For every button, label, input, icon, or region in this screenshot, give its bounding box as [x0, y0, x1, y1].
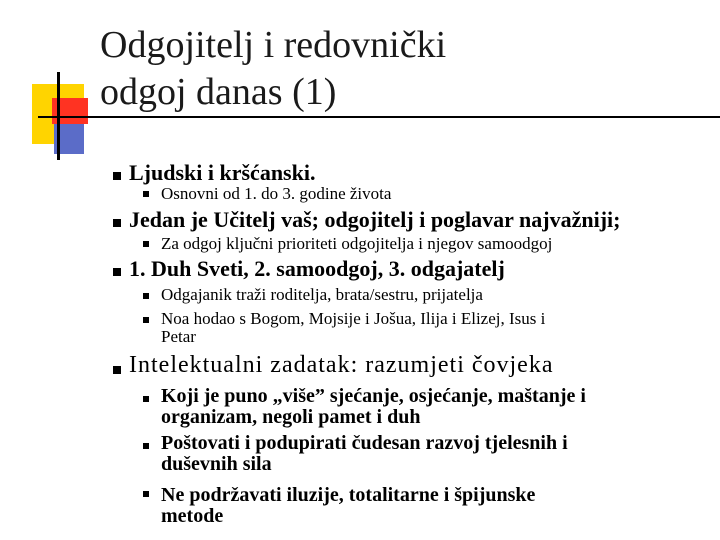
- bullet-4: Intelektualni zadatak: razumjeti čovjeka: [129, 352, 554, 378]
- bullet-4-2-line-2: duševnih sila: [161, 453, 272, 475]
- sub-bullet-square-icon: [143, 241, 149, 247]
- title-line-1: Odgojitelj i redovnički: [100, 24, 447, 66]
- sub-bullet-square-icon: [143, 491, 149, 497]
- bullet-2-1: Za odgoj ključni prioriteti odgojitelja i njegov samoodgoj: [161, 234, 553, 253]
- bullet-1: Ljudski i kršćanski.: [129, 160, 316, 185]
- bullet-square-icon: [113, 268, 121, 276]
- bullet-4-2-line-1: Poštovati i podupirati čudesan razvoj tjelesnih i: [161, 432, 568, 454]
- bullet-4-3-line-2: metode: [161, 505, 224, 527]
- bullet-4-1-line-1: Koji je puno „više” sjećanje, osjećanje, maštanje i: [161, 385, 586, 407]
- slide-title: [100, 22, 446, 116]
- bullet-4-3-line-1: Ne podržavati iluzije, totalitarne i špijunske: [161, 484, 536, 506]
- sub-bullet-square-icon: [143, 396, 149, 402]
- sub-bullet-square-icon: [143, 191, 149, 197]
- bullet-square-icon: [113, 172, 121, 180]
- bullet-3-1: Odgajanik traži roditelja, brata/sestru, prijatelja: [161, 285, 483, 304]
- bullet-1-1: Osnovni od 1. do 3. godine života: [161, 184, 392, 203]
- sub-bullet-square-icon: [143, 443, 149, 449]
- bullet-3-2-line-2: Petar: [161, 327, 196, 346]
- bullet-square-icon: [113, 366, 121, 374]
- sub-bullet-square-icon: [143, 317, 149, 323]
- bullet-square-icon: [113, 219, 121, 227]
- bullet-4-1-line-2: organizam, negoli pamet i duh: [161, 406, 421, 428]
- title-line-2: odgoj danas (1): [100, 71, 337, 113]
- bullet-3: 1. Duh Sveti, 2. samoodgoj, 3. odgajatelj: [129, 256, 505, 281]
- bullet-2: Jedan je Učitelj vaš; odgojitelj i poglavar najvažniji;: [129, 207, 621, 232]
- bullet-3-2-line-1: Noa hodao s Bogom, Mojsije i Jošua, Ilija i Elizej, Isus i: [161, 309, 546, 328]
- title-underline: [38, 116, 720, 118]
- sub-bullet-square-icon: [143, 293, 149, 299]
